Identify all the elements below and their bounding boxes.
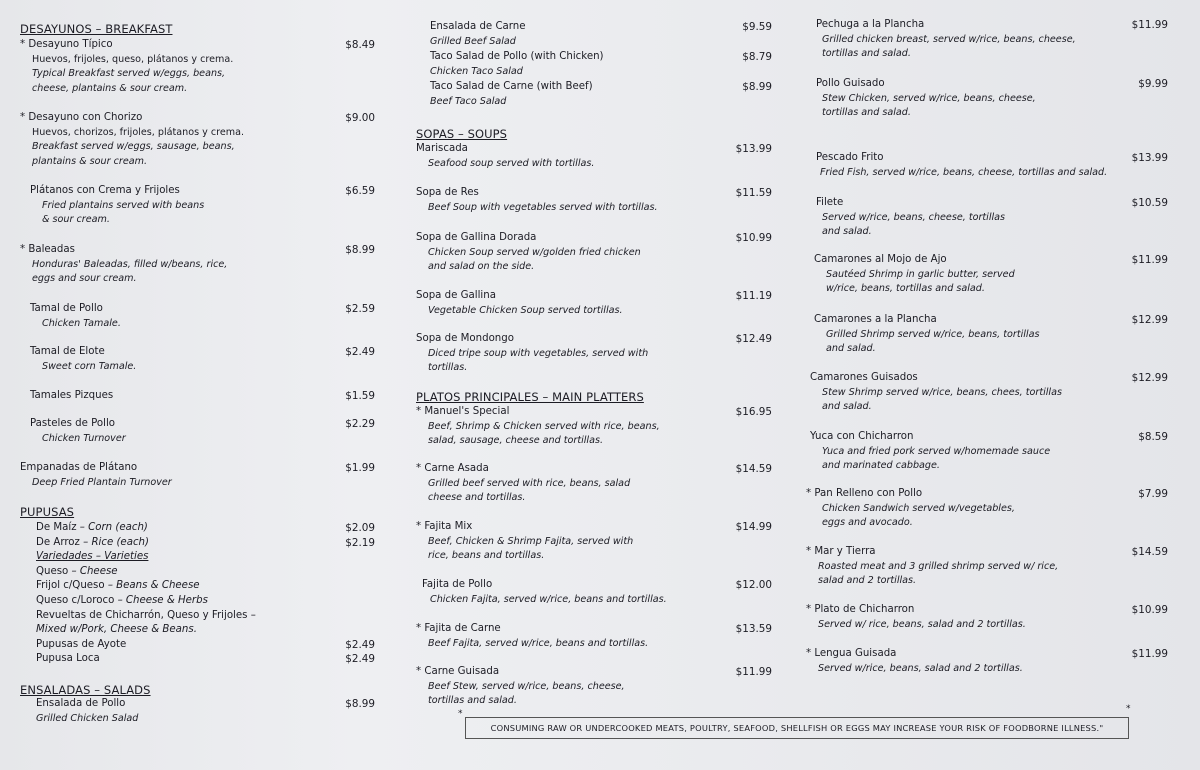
item-name: Pollo Guisado <box>816 78 885 89</box>
menu-item <box>416 578 772 607</box>
item-name: Pescado Frito <box>816 152 884 163</box>
menu-item <box>416 462 772 506</box>
item-price: $2.09 <box>345 522 375 534</box>
item-price: $9.99 <box>1138 78 1168 90</box>
item-name: Taco Salad de Carne (with Beef) <box>430 81 593 92</box>
menu-item: Pupusa Loca <box>36 653 100 665</box>
item-price: $9.00 <box>345 112 375 124</box>
item-name: * Pan Relleno con Pollo <box>806 488 923 499</box>
menu-item <box>416 50 772 79</box>
item-name: Yuca con Chicharron <box>810 431 914 442</box>
item-desc: and marinated cabbage. <box>822 460 940 472</box>
menu-column-3 <box>806 0 1168 770</box>
item-desc: and salad. <box>822 401 872 413</box>
menu-item <box>20 389 375 404</box>
menu-item <box>416 142 772 171</box>
item-desc: Typical Breakfast served w/eggs, beans, <box>32 68 226 80</box>
menu-item <box>416 231 772 275</box>
item-desc: Served w/ rice, beans, salad and 2 tortillas. <box>818 618 1026 630</box>
item-price: $2.59 <box>345 303 375 315</box>
item-desc: Chicken Soup served w/golden fried chicken <box>428 246 641 258</box>
item-name: Camarones a la Plancha <box>814 314 937 325</box>
item-desc: and salad. <box>822 226 872 238</box>
menu-item <box>806 545 1168 589</box>
item-desc: Stew Chicken, served w/rice, beans, cheese, <box>822 92 1036 104</box>
item-price: $1.59 <box>345 390 375 402</box>
item-name: * Plato de Chicharron <box>806 604 915 615</box>
menu-item <box>20 302 375 331</box>
item-desc: Stew Shrimp served w/rice, beans, chees, tortillas <box>822 386 1062 398</box>
item-desc: Grilled Beef Salad <box>430 35 516 47</box>
item-price: $1.99 <box>345 462 375 474</box>
item-desc: & sour cream. <box>42 214 110 226</box>
item-name: Pechuga a la Plancha <box>816 19 925 30</box>
item-desc: Vegetable Chicken Soup served tortillas. <box>428 304 623 316</box>
item-name: * Baleadas <box>20 244 75 255</box>
menu-item <box>806 77 1168 121</box>
item-name: Sopa de Gallina <box>416 290 496 301</box>
item-price: $8.59 <box>1138 431 1168 443</box>
menu-item <box>416 80 772 109</box>
item-price: $12.99 <box>1131 372 1168 384</box>
menu-item: Queso – Cheese <box>36 565 118 577</box>
item-desc: Grilled chicken breast, served w/rice, beans, cheese, <box>822 33 1076 45</box>
menu-item <box>806 196 1168 240</box>
item-desc: Chicken Turnover <box>42 432 126 444</box>
item-desc: cheese and tortillas. <box>428 492 526 504</box>
item-desc: Sweet corn Tamale. <box>42 360 137 372</box>
item-name: * Lengua Guisada <box>806 648 897 659</box>
item-price: $11.99 <box>1131 19 1168 31</box>
item-desc: Chicken Fajita, served w/rice, beans and tortillas. <box>430 593 667 605</box>
item-price: $2.29 <box>345 418 375 430</box>
menu-item: Frijol c/Queso – Beans & Cheese <box>36 580 200 592</box>
item-desc: Huevos, chorizos, frijoles, plátanos y crema. <box>32 126 245 138</box>
menu-item <box>20 111 375 169</box>
item-desc: Grilled beef served with rice, beans, salad <box>428 477 631 489</box>
section-heading-pupusas: PUPUSAS <box>20 505 75 519</box>
menu-item: Revueltas de Chicharrón, Queso y Frijoles – <box>36 609 256 621</box>
menu-item <box>416 332 772 376</box>
item-name: Ensalada de Pollo <box>36 698 126 709</box>
item-name: Plátanos con Crema y Frijoles <box>30 185 180 196</box>
item-price: $16.95 <box>735 406 772 418</box>
item-desc: Diced tripe soup with vegetables, served with <box>428 347 649 359</box>
item-desc: Beef Soup with vegetables served with tortillas. <box>428 201 658 213</box>
menu-item <box>806 313 1168 357</box>
menu-item <box>416 289 772 318</box>
item-name: * Carne Guisada <box>416 666 500 677</box>
item-price: $10.59 <box>1131 197 1168 209</box>
item-desc: Sautéed Shrimp in garlic butter, served <box>826 268 1015 280</box>
item-name: * Desayuno con Chorizo <box>20 112 143 123</box>
footnote-asterisk: * <box>458 709 463 719</box>
menu-item <box>20 184 375 228</box>
item-name: * Mar y Tierra <box>806 546 876 557</box>
item-price: $2.49 <box>345 653 375 666</box>
item-price: $6.59 <box>345 185 375 197</box>
menu-item <box>416 186 772 215</box>
item-price: $11.99 <box>1131 648 1168 660</box>
item-desc: Breakfast served w/eggs, sausage, beans, <box>32 141 235 153</box>
item-name: Camarones al Mojo de Ajo <box>814 254 947 265</box>
menu-item <box>806 647 1168 676</box>
menu-item <box>416 405 772 449</box>
item-desc: Fried Fish, served w/rice, beans, cheese, tortillas and salad. <box>820 166 1108 178</box>
menu-item <box>20 345 375 374</box>
item-name: Tamales Pizques <box>30 390 114 401</box>
item-desc: and salad. <box>826 343 876 355</box>
item-price: $9.59 <box>742 21 772 33</box>
item-price: $12.99 <box>1131 314 1168 326</box>
item-desc: Roasted meat and 3 grilled shrimp served w/ rice, <box>818 560 1059 572</box>
section-heading-breakfast: DESAYUNOS – BREAKFAST <box>20 22 173 36</box>
item-desc: Beef Stew, served w/rice, beans, cheese, <box>428 680 625 692</box>
item-desc: Mixed w/Pork, Cheese & Beans. <box>36 624 197 636</box>
item-desc: Beef, Shrimp & Chicken served with rice, beans, <box>428 420 660 432</box>
section-heading-soups: SOPAS – SOUPS <box>416 127 508 141</box>
item-desc: w/rice, beans, tortillas and salad. <box>826 283 985 295</box>
menu-item <box>20 38 375 96</box>
item-price: $14.59 <box>1131 546 1168 558</box>
item-desc: salad and 2 tortillas. <box>818 575 917 587</box>
item-desc: cheese, plantains & sour cream. <box>32 82 188 94</box>
item-name: * Desayuno Típico <box>20 39 113 50</box>
item-desc: Chicken Tamale. <box>42 317 121 329</box>
item-price: $8.79 <box>742 51 772 63</box>
menu-item <box>806 430 1168 474</box>
food-safety-warning: CONSUMING RAW OR UNDERCOOKED MEATS, POULTRY, SEAFOOD, SHELLFISH OR EGGS MAY INCREASE YOUR RISK OF FOODBORNE ILLNESS." <box>465 717 1129 739</box>
menu-item: De Arroz – Rice (each) <box>36 536 149 548</box>
menu-item <box>806 371 1168 415</box>
item-desc: Served w/rice, beans, salad and 2 tortillas. <box>818 662 1023 674</box>
menu-item <box>806 487 1168 531</box>
item-desc: Grilled Chicken Salad <box>36 712 139 724</box>
item-desc: tortillas and salad. <box>822 48 911 60</box>
item-desc: tortillas and salad. <box>428 695 517 707</box>
item-price: $12.00 <box>735 579 772 591</box>
item-name: Taco Salad de Pollo (with Chicken) <box>430 51 604 62</box>
item-desc: Chicken Taco Salad <box>430 65 523 77</box>
item-desc: Deep Fried Plantain Turnover <box>32 476 172 488</box>
menu-column-1 <box>20 0 375 770</box>
item-price: $11.19 <box>735 290 772 302</box>
menu-item <box>416 622 772 651</box>
item-name: Tamal de Elote <box>30 346 105 357</box>
menu-item: De Maíz – Corn (each) <box>36 522 148 533</box>
item-name: Sopa de Gallina Dorada <box>416 232 537 243</box>
item-price: $8.99 <box>345 698 375 710</box>
item-price: $13.99 <box>1131 152 1168 164</box>
item-name: Sopa de Res <box>416 187 479 198</box>
item-price: $10.99 <box>735 232 772 244</box>
item-price: $13.99 <box>735 143 772 155</box>
item-price: $2.49 <box>345 346 375 358</box>
item-name: Fajita de Pollo <box>422 579 493 590</box>
menu-item: Queso c/Loroco – Cheese & Herbs <box>36 594 208 606</box>
item-price: $10.99 <box>1131 604 1168 616</box>
menu-item <box>806 151 1168 180</box>
item-name: * Carne Asada <box>416 463 489 474</box>
item-name: Filete <box>816 197 844 208</box>
item-price: $14.99 <box>735 521 772 533</box>
item-name: Pasteles de Pollo <box>30 418 116 429</box>
item-desc: Grilled Shrimp served w/rice, beans, tortillas <box>826 328 1040 340</box>
menu-item <box>416 665 772 709</box>
menu-item <box>20 243 375 287</box>
menu-item: Pupusas de Ayote <box>36 638 127 650</box>
item-name: Camarones Guisados <box>810 372 918 383</box>
item-price: $8.49 <box>345 39 375 51</box>
menu-item <box>806 253 1168 297</box>
item-name: * Fajita Mix <box>416 521 473 532</box>
item-price: $7.99 <box>1138 488 1168 500</box>
item-desc: Chicken Sandwich served w/vegetables, <box>822 502 1015 514</box>
item-name: Ensalada de Carne <box>430 21 526 32</box>
item-desc: and salad on the side. <box>428 261 535 273</box>
item-name: * Fajita de Carne <box>416 623 501 634</box>
item-desc: tortillas. <box>428 362 468 374</box>
item-desc: Yuca and fried pork served w/homemade sauce <box>822 445 1051 457</box>
item-desc: Seafood soup served with tortillas. <box>428 157 595 169</box>
item-desc: salad, sausage, cheese and tortillas. <box>428 435 604 447</box>
item-price: $14.59 <box>735 463 772 475</box>
menu-item <box>20 697 375 726</box>
item-desc: eggs and sour cream. <box>32 273 137 285</box>
item-desc: Fried plantains served with beans <box>42 199 205 211</box>
item-price: $13.59 <box>735 623 772 635</box>
item-price: $11.99 <box>1131 254 1168 266</box>
item-price: $2.49 <box>345 638 375 651</box>
item-desc: Beef, Chicken & Shrimp Fajita, served with <box>428 535 634 547</box>
footnote-asterisk: * <box>1126 704 1131 714</box>
item-desc: plantains & sour cream. <box>32 155 148 167</box>
item-price: $8.99 <box>742 81 772 93</box>
item-desc: tortillas and salad. <box>822 107 911 119</box>
item-name: * Manuel's Special <box>416 406 510 417</box>
section-heading-platters: PLATOS PRINCIPALES – MAIN PLATTERS <box>416 390 644 404</box>
menu-item <box>806 18 1168 62</box>
item-desc: eggs and avocado. <box>822 517 913 529</box>
varieties-label: Variedades – Varieties <box>36 551 149 563</box>
pupusas-list <box>20 521 375 667</box>
menu-item <box>20 417 375 446</box>
item-name: Sopa de Mondongo <box>416 333 514 344</box>
item-desc: Served w/rice, beans, cheese, tortillas <box>822 211 1006 223</box>
item-price: $11.59 <box>735 187 772 199</box>
menu-column-2 <box>416 0 772 770</box>
item-price: $8.99 <box>345 244 375 256</box>
item-name: Empanadas de Plátano <box>20 462 138 473</box>
menu-item <box>416 520 772 564</box>
menu-item <box>20 461 375 490</box>
item-price: $12.49 <box>735 333 772 345</box>
item-desc: Beef Fajita, served w/rice, beans and tortillas. <box>428 637 649 649</box>
item-price: $2.19 <box>345 536 375 549</box>
menu-item <box>806 603 1168 632</box>
item-desc: Honduras' Baleadas, filled w/beans, rice, <box>32 258 228 270</box>
item-price: $11.99 <box>735 666 772 678</box>
item-name: Tamal de Pollo <box>30 303 103 314</box>
item-desc: rice, beans and tortillas. <box>428 550 545 562</box>
item-desc: Huevos, frijoles, queso, plátanos y crema. <box>32 53 234 65</box>
section-heading-salads: ENSALADAS – SALADS <box>20 683 151 697</box>
item-desc: Beef Taco Salad <box>430 95 507 107</box>
item-name: Mariscada <box>416 143 468 154</box>
menu-item <box>416 20 772 49</box>
